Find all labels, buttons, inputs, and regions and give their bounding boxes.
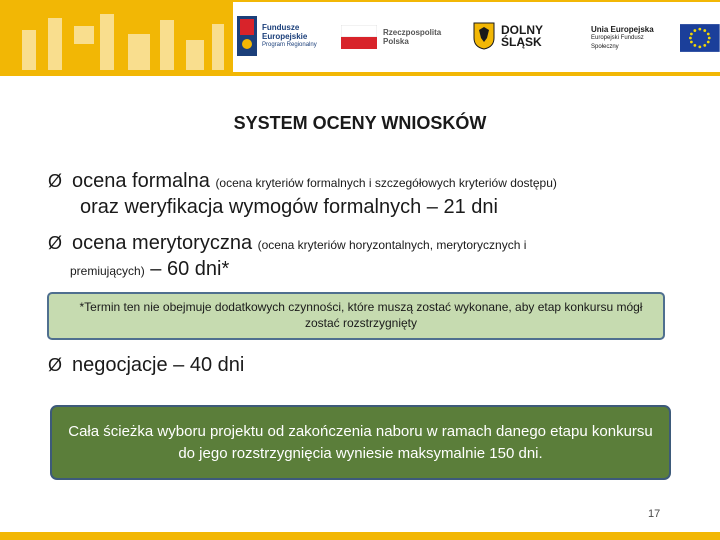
bullet-main-text: negocjacje – 40 dni (72, 354, 245, 376)
logo-fundusze-line3: Program Regionalny (262, 41, 317, 48)
bullet-continuation (80, 194, 498, 220)
logo-ue-line2: Europejski Fundusz Społeczny (591, 34, 644, 50)
logo-fundusze-line2: Europejskie (262, 31, 308, 41)
logo-fundusze-europejskie (237, 16, 317, 56)
arrow-bullet-icon: Ø (48, 171, 63, 191)
fundusze-europejskie-icon (237, 16, 257, 56)
summary-box: Cała ścieżka wyboru projektu od zakończenia naboru w ramach danego etapu konkursu do jego rozstrzygnięcia wyniesie maksymalnie 150 dni. (50, 405, 671, 480)
eu-flag-icon (680, 24, 720, 52)
polish-flag-icon (341, 25, 377, 49)
bullet-cont-text: – 60 dni* (150, 258, 230, 280)
arrow-bullet-icon: Ø (48, 233, 63, 253)
logo-strip (233, 2, 720, 72)
bullet-note: (ocena kryteriów horyzontalnych, merytorycznych i (257, 238, 527, 252)
decorative-shape (212, 24, 224, 70)
logo-dolny-slask (473, 22, 543, 50)
bullet-note-cont: premiujących) (70, 264, 145, 278)
logo-rzeczpospolita-polska (341, 25, 441, 49)
logo-dolny-line2: ŚLĄSK (501, 35, 542, 49)
decorative-shape (22, 30, 36, 70)
bullet-cont-text: oraz weryfikacja wymogów formalnych – 21 dni (80, 196, 498, 218)
decorative-shape (74, 26, 94, 44)
page-number: 17 (648, 508, 661, 520)
decorative-shape (48, 18, 62, 70)
bullet-main-text: ocena formalna (72, 170, 210, 192)
bullet-ocena-formalna (48, 168, 557, 196)
footnote-box: *Termin ten nie obejmuje dodatkowych czynności, które muszą zostać wykonane, aby etap konkursu mógł zostać rozstrzygnięty (47, 292, 665, 340)
logo-rzeczpospolita-line2: Polska (383, 37, 409, 46)
bottom-bar (0, 532, 720, 540)
bullet-continuation (70, 256, 229, 284)
decorative-shape (100, 14, 114, 70)
decorative-shape (160, 20, 174, 70)
bullet-ocena-merytoryczna (48, 230, 526, 258)
logo-unia-europejska (591, 24, 720, 52)
logo-dolny-line1: DOLNY (501, 23, 543, 37)
coat-of-arms-icon (473, 22, 495, 50)
bullet-negocjacje (48, 352, 244, 378)
decorative-shape (128, 34, 150, 70)
logo-rzeczpospolita-line1: Rzeczpospolita (383, 28, 442, 37)
bullet-note: (ocena kryteriów formalnych i szczegółowych kryteriów dostępu) (215, 176, 557, 190)
bullet-main-text: ocena merytoryczna (72, 232, 253, 254)
logo-fundusze-line1: Fundusze (262, 22, 300, 32)
arrow-bullet-icon: Ø (48, 355, 63, 375)
decorative-shape (186, 40, 204, 70)
logo-ue-line1: Unia Europejska (591, 24, 654, 34)
slide-title: SYSTEM OCENY WNIOSKÓW (233, 113, 487, 133)
